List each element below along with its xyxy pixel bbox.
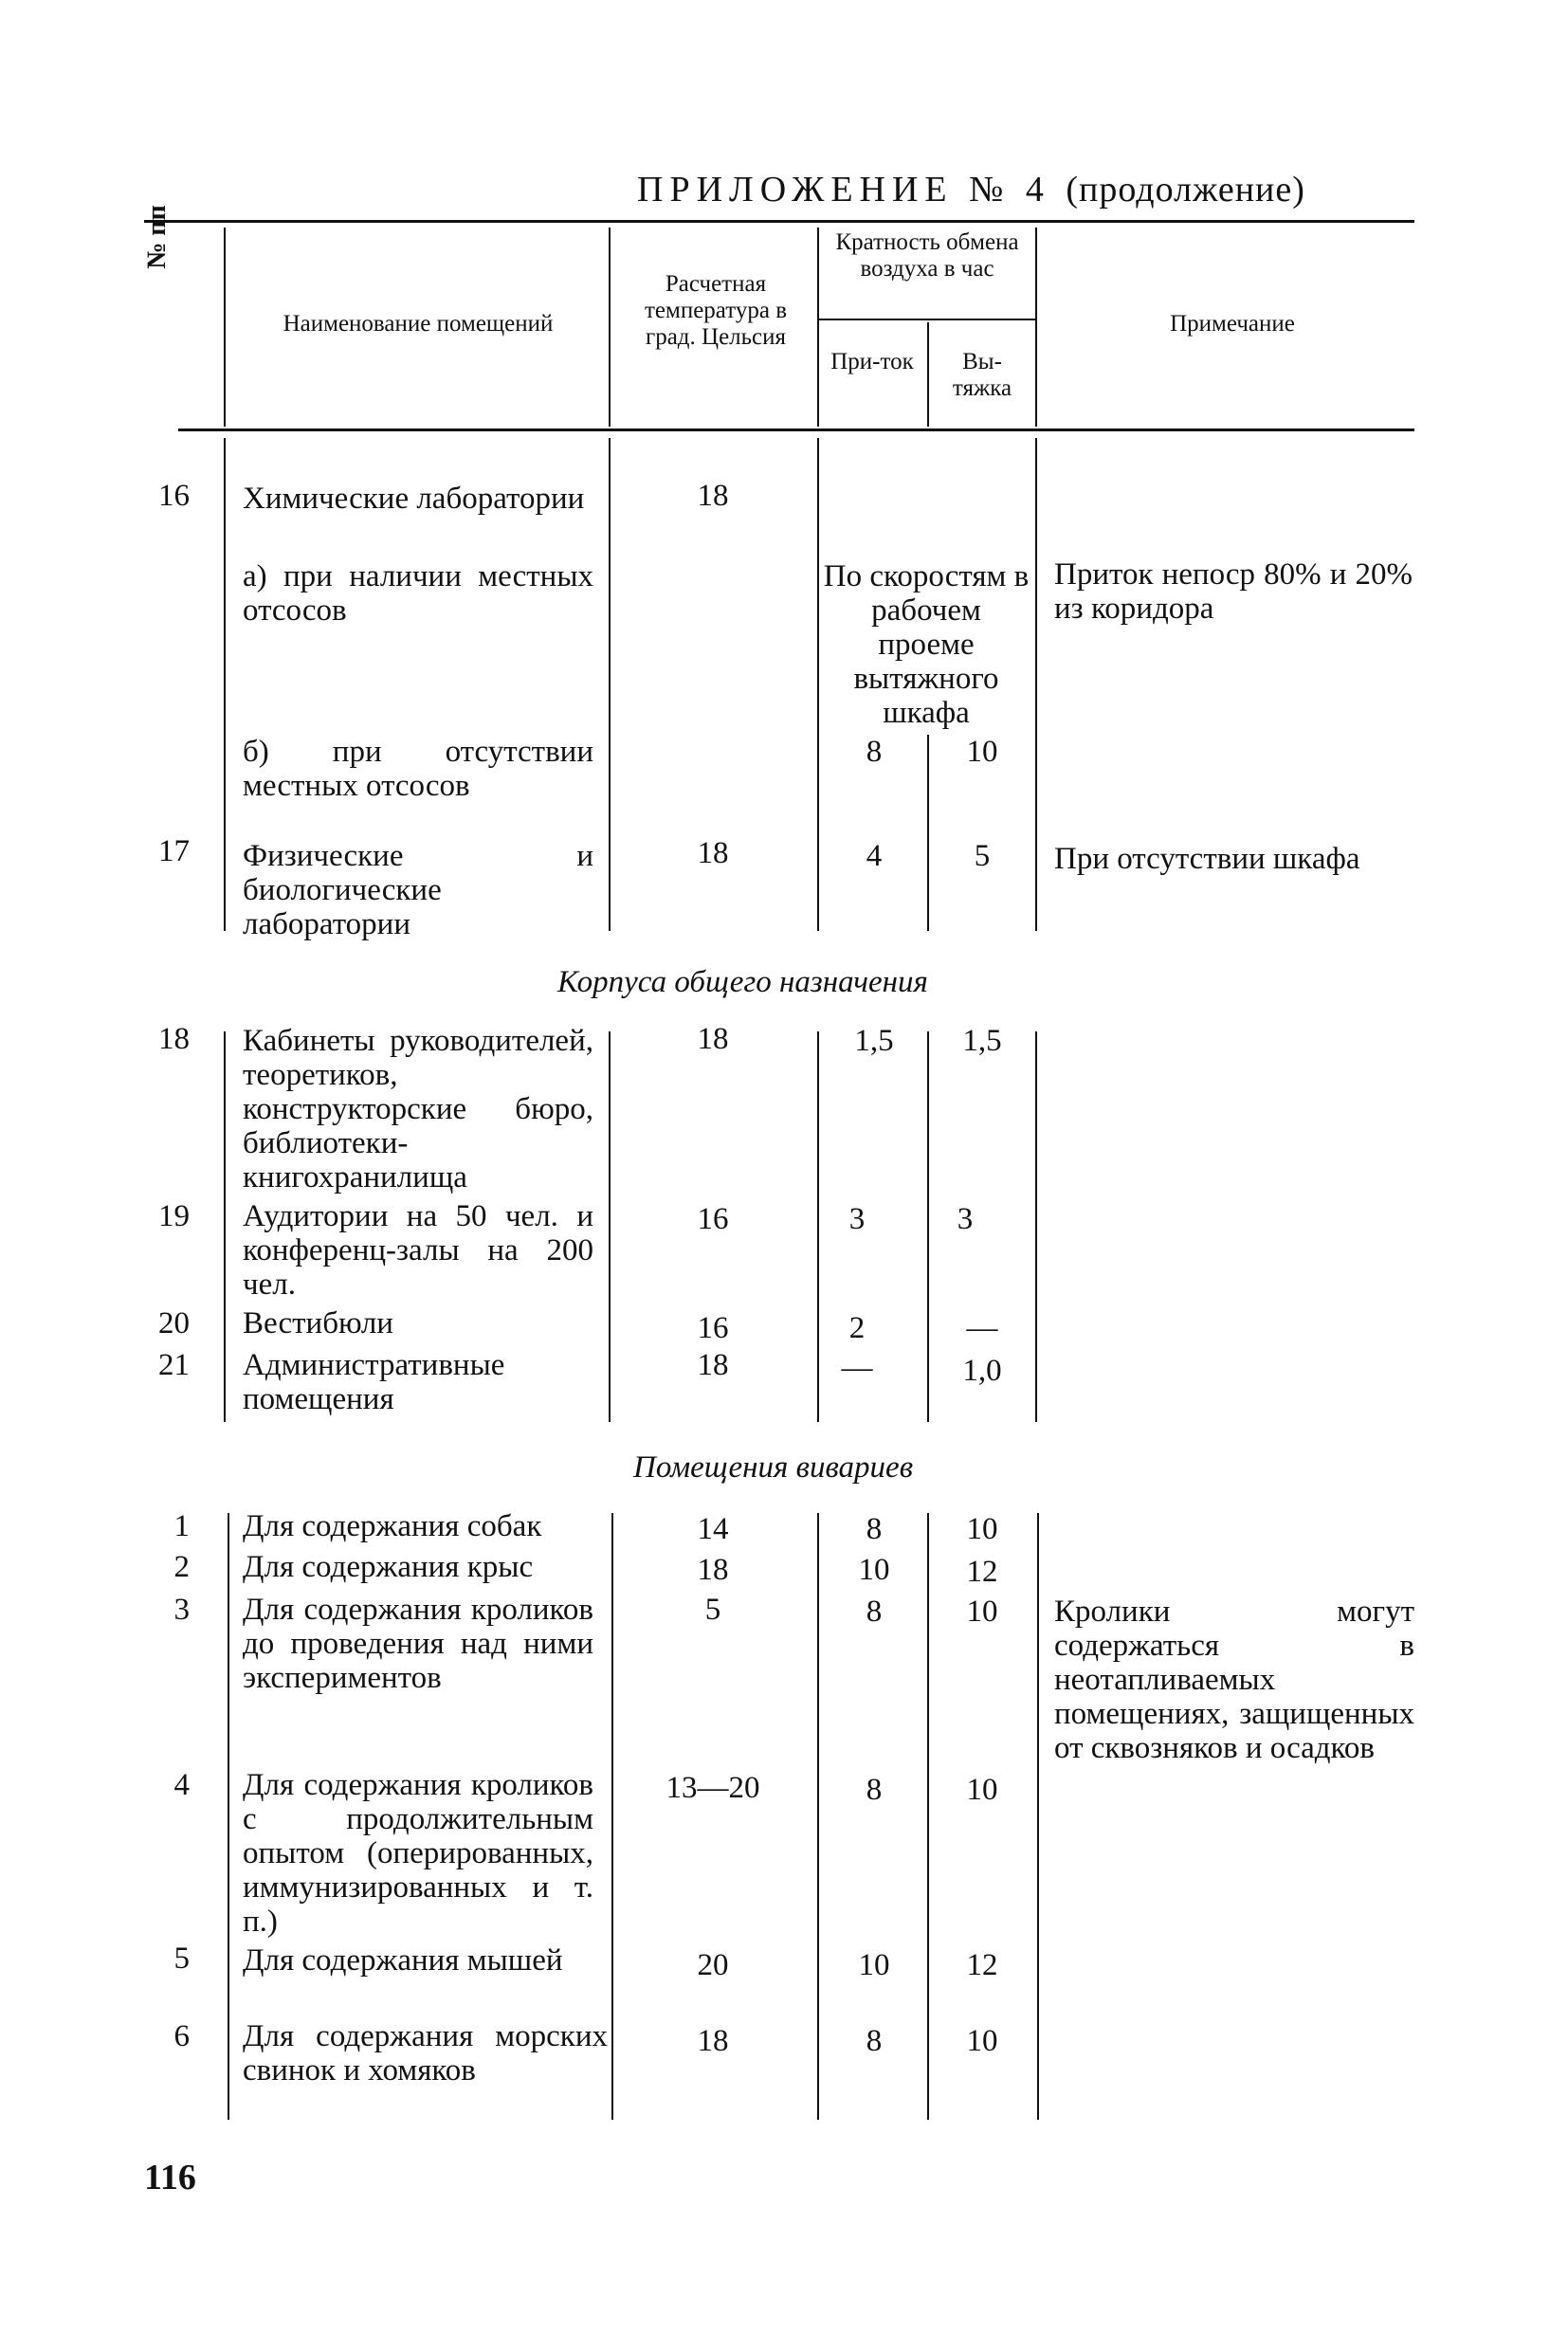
appendix-title: ПРИЛОЖЕНИЕ № 4 <box>637 170 1050 210</box>
header-temperature: Расчетная температура в град. Цельсия <box>644 271 787 350</box>
vivarium-row-3-supply: 8 <box>866 1595 883 1629</box>
header-number: № пп <box>142 205 172 269</box>
group-b-divider-2 <box>609 1031 611 1422</box>
group-c-divider-3 <box>817 1513 819 2120</box>
vivarium-row-2-temperature: 18 <box>697 1553 729 1587</box>
row-19-temperature: 16 <box>697 1202 729 1236</box>
row-16-number: 16 <box>158 479 190 513</box>
row-18-name: Кабинеты руководителей, теоретиков, конструкторские бюро, библиотеки-книгохранилища <box>243 1024 593 1194</box>
vivarium-row-4-supply: 8 <box>866 1773 883 1807</box>
vivarium-row-3-name: Для содержания кроликов до проведения над ними экспериментов <box>243 1593 593 1695</box>
vivarium-row-6-name: Для содержания морских свинок и хомяков <box>243 2019 608 2088</box>
row-21-supply: — <box>841 1351 873 1385</box>
vivarium-row-3-number: 3 <box>173 1593 190 1627</box>
row-16a-note: Приток непоср 80% и 20% из коридора <box>1054 557 1413 626</box>
vivarium-row-4-number: 4 <box>173 1768 190 1802</box>
header-rate: Кратность обмена воздуха в час <box>835 229 1019 282</box>
row-20-number: 20 <box>158 1306 190 1340</box>
row-20-exhaust: — <box>966 1311 998 1345</box>
group-a-divider-5 <box>1035 438 1037 931</box>
row-21-name: Административные помещения <box>243 1348 505 1416</box>
group-c-divider-2 <box>611 1513 613 2120</box>
header-divider-4 <box>927 322 929 427</box>
vivarium-row-2-number: 2 <box>173 1550 190 1584</box>
vivarium-row-5-temperature: 20 <box>697 1948 729 1982</box>
row-17-temperature: 18 <box>697 836 729 870</box>
page-title <box>637 169 1305 210</box>
vivarium-row-2-name: Для содержания крыс <box>243 1550 534 1584</box>
row-16b-exhaust: 10 <box>966 735 998 769</box>
section-title-general: Корпуса общего назначения <box>557 965 928 999</box>
row-16a-rate: По скоростям в рабочем проеме вытяжного шкафа <box>823 559 1030 730</box>
vivarium-row-6-temperature: 18 <box>697 2024 729 2058</box>
table-header-bottom-rule <box>178 428 1414 431</box>
row-16b-name: б) при отсутствии местных отсосов <box>243 735 593 803</box>
header-supply: При-ток <box>830 349 914 374</box>
row-18-temperature: 18 <box>697 1022 729 1056</box>
vivarium-row-1-supply: 8 <box>866 1512 883 1546</box>
header-divider-1 <box>224 228 226 427</box>
row-18-number: 18 <box>158 1022 190 1056</box>
vivarium-row-6-exhaust: 10 <box>966 2024 998 2058</box>
vivarium-row-1-name: Для содержания собак <box>243 1509 542 1543</box>
row-19-number: 19 <box>158 1199 190 1233</box>
vivarium-row-3-temperature: 5 <box>704 1593 721 1627</box>
row-19-exhaust: 3 <box>957 1202 974 1236</box>
row-21-temperature: 18 <box>697 1348 729 1382</box>
vivarium-row-2-supply: 10 <box>858 1553 890 1587</box>
group-b-divider-1 <box>224 1031 226 1422</box>
group-a-divider-3 <box>817 438 819 931</box>
vivarium-note: Кролики могут содержаться в неотапливаемых помещениях, защищенных от сквозняков и осадков <box>1054 1595 1414 1765</box>
rate-subheader-rule <box>817 319 1035 320</box>
appendix-continuation: (продолжение) <box>1066 170 1305 210</box>
row-17-note: При отсутствии шкафа <box>1054 842 1360 876</box>
row-21-number: 21 <box>158 1348 190 1382</box>
vivarium-row-4-temperature: 13—20 <box>665 1771 760 1805</box>
vivarium-row-4-exhaust: 10 <box>966 1773 998 1807</box>
header-exhaust: Вы-тяжка <box>952 349 1012 401</box>
vivarium-row-6-supply: 8 <box>866 2024 883 2058</box>
row-16-temperature: 18 <box>697 479 729 513</box>
group-a-divider-4 <box>927 735 929 931</box>
group-a-divider-2 <box>609 438 611 931</box>
row-16-name: Химические лаборатории <box>243 482 585 516</box>
vivarium-row-5-number: 5 <box>173 1942 190 1976</box>
group-c-divider-1 <box>228 1513 229 2120</box>
section-title-vivarium: Помещения вивариев <box>633 1450 914 1485</box>
row-17-name: Физические и биологические лаборатории <box>243 839 593 941</box>
row-21-exhaust: 1,0 <box>962 1354 1002 1388</box>
vivarium-row-1-temperature: 14 <box>697 1512 729 1546</box>
row-20-name: Вестибюли <box>243 1306 393 1340</box>
group-b-divider-5 <box>1035 1031 1037 1422</box>
row-19-name: Аудитории на 50 чел. и конференц-залы на 200 чел. <box>243 1199 593 1302</box>
header-name: Наименование помещений <box>283 311 554 337</box>
row-17-number: 17 <box>158 834 190 868</box>
group-a-divider-1 <box>224 438 226 931</box>
row-16b-supply: 8 <box>866 735 883 769</box>
vivarium-row-6-number: 6 <box>173 2019 190 2053</box>
header-divider-2 <box>609 228 611 427</box>
vivarium-row-3-exhaust: 10 <box>966 1595 998 1629</box>
header-note: Примечание <box>1170 311 1295 337</box>
row-18-exhaust: 1,5 <box>962 1024 1002 1058</box>
row-19-supply: 3 <box>848 1202 866 1236</box>
row-17-supply: 4 <box>866 839 883 873</box>
vivarium-row-2-exhaust: 12 <box>966 1555 998 1589</box>
group-c-divider-4 <box>927 1513 929 2120</box>
vivarium-row-1-number: 1 <box>173 1509 190 1543</box>
group-c-divider-5 <box>1037 1513 1039 2120</box>
row-17-exhaust: 5 <box>974 839 991 873</box>
header-divider-5 <box>1035 228 1037 427</box>
page-number: 116 <box>144 2158 196 2197</box>
vivarium-row-4-name: Для содержания кроликов с продолжительным опытом (оперированных, иммунизированных и т. п.) <box>243 1768 593 1939</box>
table-top-rule <box>144 220 1414 223</box>
row-20-supply: 2 <box>848 1311 866 1345</box>
row-16a-name: а) при наличии местных отсосов <box>243 559 593 628</box>
row-18-supply: 1,5 <box>854 1024 894 1058</box>
vivarium-row-5-supply: 10 <box>858 1948 890 1982</box>
vivarium-row-5-name: Для содержания мышей <box>243 1943 563 1978</box>
row-20-temperature: 16 <box>697 1311 729 1345</box>
vivarium-row-5-exhaust: 12 <box>966 1948 998 1982</box>
vivarium-row-1-exhaust: 10 <box>966 1512 998 1546</box>
header-divider-3 <box>817 228 819 427</box>
